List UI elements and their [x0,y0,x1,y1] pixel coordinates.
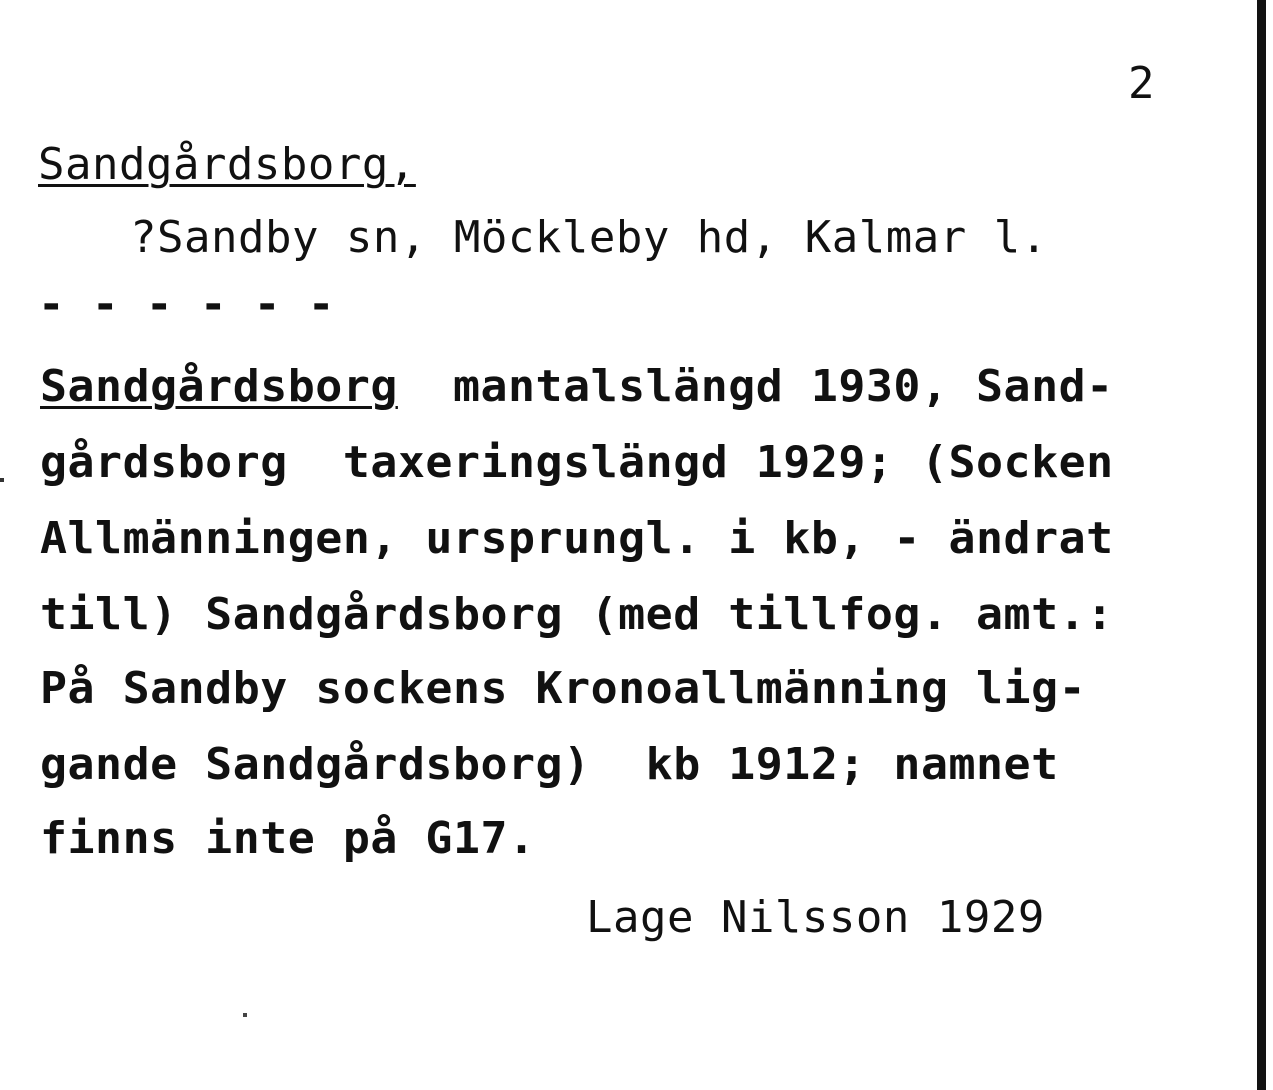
body-line-7: finns inte på G17. [40,813,536,864]
headword-title: Sandgårdsborg, [38,139,416,190]
headword-reference: Sandgårdsborg [40,361,398,412]
body-line-3: Allmänningen, ursprungl. i kb, - ändrat [40,513,1114,564]
body-line-1 [40,361,1114,412]
margin-mark [0,478,4,482]
card-edge-border [1257,0,1266,1090]
location-line: ?Sandby sn, Möckleby hd, Kalmar l. [130,212,1048,263]
signature: Lage Nilsson 1929 [586,892,1045,943]
body-line-2: gårdsborg taxeringslängd 1929; (Socken [40,437,1114,488]
body-line-5: På Sandby sockens Kronoallmänning lig- [40,663,1087,714]
page-number: 2 [1128,58,1155,109]
body-line-1-text: mantalslängd 1930, Sand- [397,361,1114,412]
stray-dot [243,1013,247,1017]
dash-separator: - - - - - - [38,279,335,330]
body-line-4: till) Sandgårdsborg (med tillfog. amt.: [40,589,1114,640]
body-line-6: gande Sandgårdsborg) kb 1912; namnet [40,739,1059,790]
